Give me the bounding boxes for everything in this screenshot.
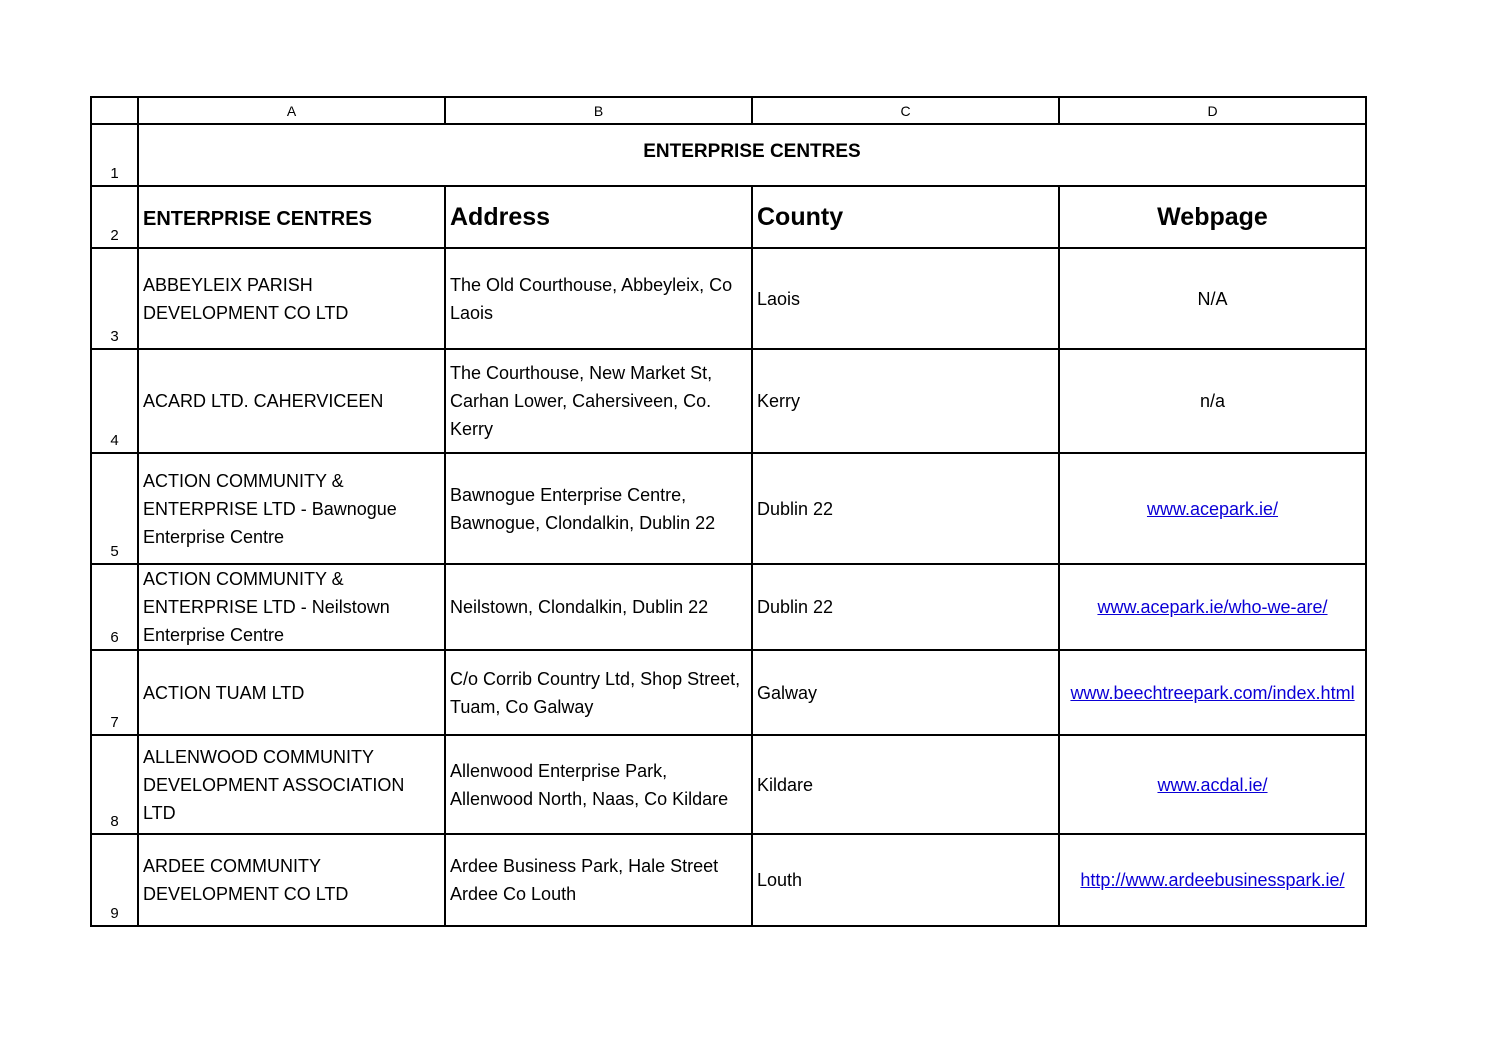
webpage-cell xyxy=(1059,453,1366,564)
county-cell[interactable]: Louth xyxy=(752,834,1059,926)
county-cell[interactable]: Dublin 22 xyxy=(752,564,1059,650)
county-cell[interactable]: Galway xyxy=(752,650,1059,735)
corner-cell[interactable] xyxy=(91,97,138,124)
county-cell[interactable]: Kerry xyxy=(752,349,1059,453)
spreadsheet-table xyxy=(90,96,1367,927)
county-cell[interactable]: Laois xyxy=(752,248,1059,349)
address-cell[interactable]: The Courthouse, New Market St, Carhan Lower, Cahersiveen, Co. Kerry xyxy=(445,349,752,453)
webpage-cell xyxy=(1059,735,1366,834)
webpage-link[interactable]: www.acdal.ie/ xyxy=(1157,774,1268,795)
address-cell[interactable]: C/o Corrib Country Ltd, Shop Street, Tuam, Co Galway xyxy=(445,650,752,735)
row-number[interactable]: 2 xyxy=(91,186,138,248)
row-number[interactable]: 6 xyxy=(91,564,138,650)
webpage-link[interactable]: www.acepark.ie/who-we-are/ xyxy=(1097,597,1328,617)
row-number[interactable]: 4 xyxy=(91,349,138,453)
table-row xyxy=(91,349,1366,453)
webpage-cell[interactable]: n/a xyxy=(1059,349,1366,453)
sheet-title[interactable]: ENTERPRISE CENTRES xyxy=(138,124,1366,186)
column-header-c[interactable]: C xyxy=(752,97,1059,124)
title-row xyxy=(91,124,1366,186)
header-address[interactable]: Address xyxy=(445,186,752,248)
row-number[interactable]: 1 xyxy=(91,124,138,186)
webpage-link[interactable]: www.acepark.ie/ xyxy=(1146,498,1279,519)
table-row xyxy=(91,834,1366,926)
address-cell[interactable]: Neilstown, Clondalkin, Dublin 22 xyxy=(445,564,752,650)
county-cell[interactable]: Dublin 22 xyxy=(752,453,1059,564)
webpage-link[interactable]: http://www.ardeebusinesspark.ie/ xyxy=(1080,870,1345,890)
webpage-cell xyxy=(1059,564,1366,650)
header-row xyxy=(91,186,1366,248)
table-row xyxy=(91,248,1366,349)
name-cell[interactable]: ACTION COMMUNITY & ENTERPRISE LTD - Bawnogue Enterprise Centre xyxy=(138,453,445,564)
address-cell[interactable]: Bawnogue Enterprise Centre, Bawnogue, Clondalkin, Dublin 22 xyxy=(445,453,752,564)
webpage-cell[interactable]: N/A xyxy=(1059,248,1366,349)
name-cell[interactable]: ARDEE COMMUNITY DEVELOPMENT CO LTD xyxy=(138,834,445,926)
address-cell[interactable]: Ardee Business Park, Hale Street Ardee Co Louth xyxy=(445,834,752,926)
column-header-row xyxy=(91,97,1366,124)
name-cell[interactable]: ACTION TUAM LTD xyxy=(138,650,445,735)
address-cell[interactable]: The Old Courthouse, Abbeyleix, Co Laois xyxy=(445,248,752,349)
header-enterprise-centres[interactable]: ENTERPRISE CENTRES xyxy=(138,186,445,248)
row-number[interactable]: 8 xyxy=(91,735,138,834)
name-cell[interactable]: ACTION COMMUNITY & ENTERPRISE LTD - Neilstown Enterprise Centre xyxy=(138,564,445,650)
row-number[interactable]: 9 xyxy=(91,834,138,926)
webpage-link[interactable]: www.beechtreepark.com/index.html xyxy=(1070,682,1355,703)
name-cell[interactable]: ABBEYLEIX PARISH DEVELOPMENT CO LTD xyxy=(138,248,445,349)
webpage-cell xyxy=(1059,834,1366,926)
table-row xyxy=(91,650,1366,735)
table-row xyxy=(91,735,1366,834)
column-header-b[interactable]: B xyxy=(445,97,752,124)
row-number[interactable]: 7 xyxy=(91,650,138,735)
name-cell[interactable]: ALLENWOOD COMMUNITY DEVELOPMENT ASSOCIATION LTD xyxy=(138,735,445,834)
row-number[interactable]: 3 xyxy=(91,248,138,349)
header-webpage[interactable]: Webpage xyxy=(1059,186,1366,248)
row-number[interactable]: 5 xyxy=(91,453,138,564)
webpage-cell xyxy=(1059,650,1366,735)
address-cell[interactable]: Allenwood Enterprise Park, Allenwood North, Naas, Co Kildare xyxy=(445,735,752,834)
column-header-d[interactable]: D xyxy=(1059,97,1366,124)
county-cell[interactable]: Kildare xyxy=(752,735,1059,834)
table-row xyxy=(91,564,1366,650)
table-row xyxy=(91,453,1366,564)
column-header-a[interactable]: A xyxy=(138,97,445,124)
name-cell[interactable]: ACARD LTD. CAHERVICEEN xyxy=(138,349,445,453)
header-county[interactable]: County xyxy=(752,186,1059,248)
